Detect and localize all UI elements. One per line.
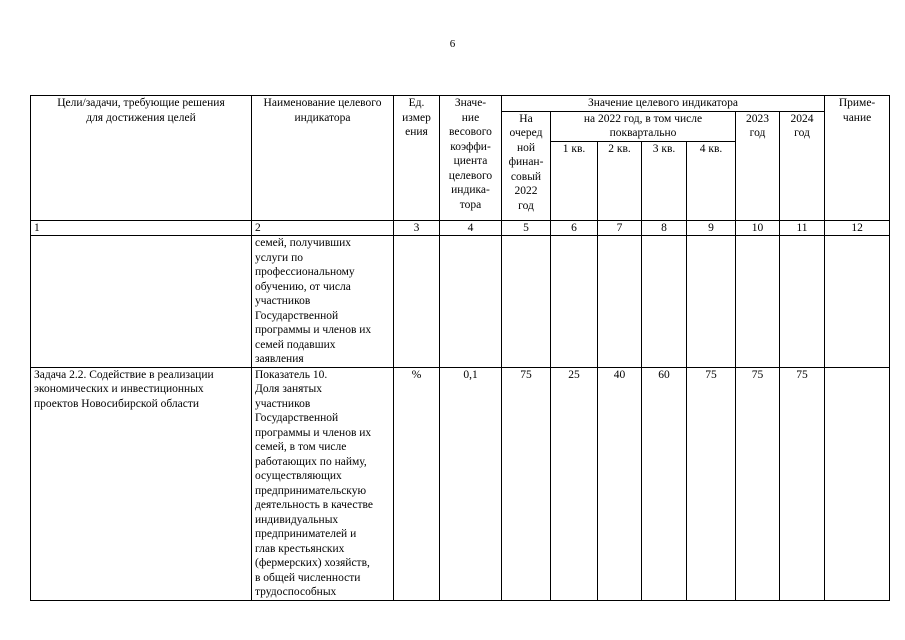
column-number: 6 (551, 220, 598, 236)
value-2022-cell (502, 236, 551, 368)
header-note: Приме- чание (825, 96, 890, 221)
header-year-2023: 2023 год (736, 111, 780, 220)
table-row (31, 236, 890, 368)
header-2022-quarterly: на 2022 год, в том числе поквартально (551, 111, 736, 141)
header-q4: 4 кв. (687, 141, 736, 220)
q3-cell (642, 236, 687, 368)
column-number: 4 (440, 220, 502, 236)
header-goals: Цели/задачи, требующие решения для достижения целей (31, 96, 252, 221)
column-number: 7 (598, 220, 642, 236)
header-row-1 (31, 96, 890, 112)
column-number: 1 (31, 220, 252, 236)
q2-cell: 40 (598, 367, 642, 600)
q1-cell (551, 236, 598, 368)
column-number: 11 (780, 220, 825, 236)
column-number: 3 (394, 220, 440, 236)
indicator-name-cell: семей, получивших услуги по профессиональному обучению, от числа участников Государственной программы и членов их семей подавших заявления (252, 236, 394, 368)
weight-cell: 0,1 (440, 367, 502, 600)
column-number-row (31, 220, 890, 236)
header-unit: Ед. измер ения (394, 96, 440, 221)
q1-cell: 25 (551, 367, 598, 600)
column-number: 12 (825, 220, 890, 236)
note-cell (825, 236, 890, 368)
weight-cell (440, 236, 502, 368)
target-indicators-table (30, 95, 890, 601)
header-q2: 2 кв. (598, 141, 642, 220)
header-year-2024: 2024 год (780, 111, 825, 220)
column-number: 2 (252, 220, 394, 236)
value-2024-cell: 75 (780, 367, 825, 600)
header-q3: 3 кв. (642, 141, 687, 220)
q2-cell (598, 236, 642, 368)
value-2023-cell: 75 (736, 367, 780, 600)
header-indicator-value: Значение целевого индикатора (502, 96, 825, 112)
note-cell (825, 367, 890, 600)
task-cell (31, 236, 252, 368)
header-year-2022: На очеред ной финан- совый 2022 год (502, 111, 551, 220)
page-number: 6 (449, 38, 456, 50)
unit-cell: % (394, 367, 440, 600)
value-2022-cell: 75 (502, 367, 551, 600)
header-weight: Значе- ние весового коэффи- циента целевого индика- тора (440, 96, 502, 221)
header-q1: 1 кв. (551, 141, 598, 220)
q4-cell: 75 (687, 367, 736, 600)
q3-cell: 60 (642, 367, 687, 600)
value-2024-cell (780, 236, 825, 368)
column-number: 8 (642, 220, 687, 236)
q4-cell (687, 236, 736, 368)
column-number: 9 (687, 220, 736, 236)
unit-cell (394, 236, 440, 368)
task-cell: Задача 2.2. Содействие в реализации экономических и инвестиционных проектов Новосибирской области (31, 367, 252, 600)
indicator-name-cell: Показатель 10. Доля занятых участников Государственной программы и членов их семей, в том числе работающих по найму, осуществляющих предпринимательскую деятельность в качестве индивидуальных предпринимателей и глав крестьянских (фермерских) хозяйств, в общей численности трудоспособных (252, 367, 394, 600)
column-number: 10 (736, 220, 780, 236)
table-row (31, 367, 890, 600)
header-indicator-name: Наименование целевого индикатора (252, 96, 394, 221)
value-2023-cell (736, 236, 780, 368)
column-number: 5 (502, 220, 551, 236)
